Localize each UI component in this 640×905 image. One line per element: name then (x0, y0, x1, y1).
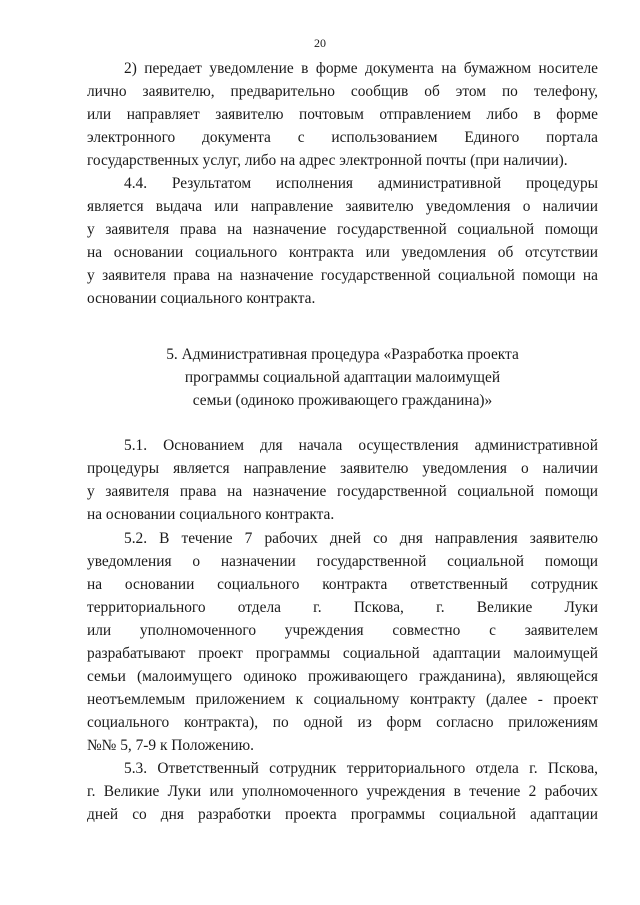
text-line: на основании социального контракта. (87, 506, 335, 523)
text-line: является выдача или направление заявителю уведомления о наличии (87, 198, 598, 215)
text-line: у заявителя права на назначение государственной социальной помощи (87, 483, 598, 500)
text-line: 2) передает уведомление в форме документа на бумажном носителе (124, 60, 598, 77)
text-line: 5.1. Основанием для начала осуществления административной (124, 437, 598, 454)
page-number: 20 (314, 36, 326, 50)
text-line: на основании социального контракта ответственный сотрудник (87, 576, 598, 593)
text-line: электронного документа с использованием Единого портала (87, 129, 598, 146)
text-line: лично заявителю, предварительно сообщив об этом по телефону, (87, 83, 598, 100)
text-line: у заявителя права на назначение государственной социальной помощи на (87, 267, 598, 284)
text-line: семьи (малоимущего одиноко проживающего гражданина), являющейся (87, 668, 598, 685)
text-line: неотъемлемым приложением к социальному контракту (далее - проект (87, 691, 598, 708)
text-line: территориального отдела г. Пскова, г. Великие Луки (87, 599, 598, 616)
text-line: г. Великие Луки или уполномоченного учреждения в течение 2 рабочих (87, 783, 598, 800)
text-line: 5.2. В течение 7 рабочих дней со дня направления заявителю (124, 530, 598, 547)
text-line: на основании социального контракта или уведомления об отсутствии (87, 244, 598, 261)
text-line: процедуры является направление заявителю уведомления о наличии (87, 460, 598, 477)
text-line: основании социального контракта. (87, 290, 316, 307)
text-line: 4.4. Результатом исполнения административной процедуры (124, 175, 598, 192)
text-line: разрабатывают проект программы социальной адаптации малоимущей (87, 645, 598, 662)
text-line: или уполномоченного учреждения совместно с заявителем (87, 622, 598, 639)
text-line: дней со дня разработки проекта программы социальной адаптации (87, 806, 598, 823)
text-line: или направляет заявителю почтовым отправлением либо в форме (87, 106, 598, 123)
text-line: государственных услуг, либо на адрес электронной почты (при наличии). (87, 152, 568, 169)
section-heading: программы социальной адаптации малоимущей (184, 369, 501, 386)
text-line: 5.3. Ответственный сотрудник территориального отдела г. Пскова, (124, 760, 598, 777)
section-heading: семьи (одиноко проживающего гражданина)» (192, 392, 493, 409)
text-line: №№ 5, 7-9 к Положению. (87, 737, 254, 754)
text-line: у заявителя права на назначение государственной социальной помощи (87, 221, 598, 238)
section-heading: 5. Административная процедура «Разработка проекта (166, 346, 519, 363)
text-line: уведомления о назначении государственной социальной помощи (87, 553, 598, 570)
text-line: социального контракта), по одной из форм согласно приложениям (87, 714, 598, 731)
